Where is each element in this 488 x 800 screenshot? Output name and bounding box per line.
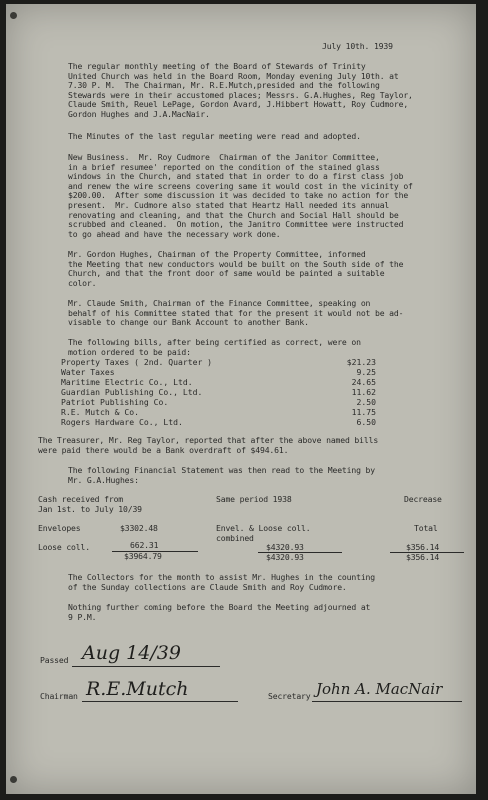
opening-paragraph: The regular monthly meeting of the Board of Stewards of Trinity United Church was held in the Board Room, Monday evening July 10th. at 7.30 P. M. The Chairman, Mr. R.E.Mutch,presided and the following Stewards were in their accustomed places; Messrs. G.A.Hughes, Reg Taylor, Claude Smith, Reuel LePage, Gordon Avard, J.Hibbert Howatt, Roy Cudmore, Gordon Hughes and J.A.MacNair. [68,61,413,119]
document-date: July 10th. 1939 [322,41,393,51]
fin-col3-total: $356.14 [406,542,440,552]
fin-envelopes-value: $3302.48 [120,523,158,533]
bills-intro: The following bills, after being certified as correct, were on motion ordered to be paid: [68,337,361,357]
fin-envelopes-label: Envelopes [38,523,81,533]
fin-col3-total: $356.14 [406,552,440,562]
statement-intro: The following Financial Statement was then read to the Meeting by Mr. G.A.Hughes: [68,465,375,485]
fin-col2-total: $4320.93 [266,552,304,562]
fin-col2-heading: Same period 1938 [216,494,292,504]
bill-amount: 6.50 [356,417,376,427]
fin-col3-heading: Decrease [404,494,442,504]
bill-amount: 11.62 [351,387,376,397]
adjourn-paragraph: Nothing further coming before the Board the Meeting adjourned at 9 P.M. [68,602,371,622]
passed-signature-line [72,666,220,667]
bill-name: Water Taxes [61,367,115,377]
bill-name: Rogers Hardware Co., Ltd. [61,417,183,427]
bill-name: Patriot Publishing Co. [61,397,169,407]
fin-loose-value: 662.31 [130,540,159,550]
bill-name: Property Taxes ( 2nd. Quarter ) [61,357,213,367]
secretary-signature-line [312,701,462,702]
finance-paragraph: Mr. Claude Smith, Chairman of the Finance Committee, speaking on behalf of his Committee stated that for the present it would not be ad- visable to change our Bank Account to another Bank. [68,298,404,328]
minutes-paragraph: The Minutes of the last regular meeting were read and adopted. [68,131,361,141]
treasurer-paragraph: The Treasurer, Mr. Reg Taylor, reported that after the above named bills were paid there would be a Bank overdraft of $494.61. [38,435,379,455]
bill-name: Guardian Publishing Co., Ltd. [61,387,203,397]
fin-col1-total: $3964.79 [124,551,162,561]
fin-envel-loose-label: Envel. & Loose coll. combined [216,523,311,543]
bill-amount: 2.50 [356,397,376,407]
chairman-signature-line [82,701,238,702]
minutes-page [6,4,476,794]
passed-date-handwritten: Aug 14/39 [82,642,181,664]
bill-name: Maritime Electric Co., Ltd. [61,377,193,387]
binder-rivet [10,12,17,19]
bill-amount: 11.75 [351,407,376,417]
bill-amount: $21.23 [346,357,376,367]
secretary-label: Secretary [268,691,311,701]
chairman-label: Chairman [40,691,78,701]
property-paragraph: Mr. Gordon Hughes, Chairman of the Property Committee, informed the Meeting that new conductors would be built on the South side of the Church, and that the front door of same would be painted a suitable color. [68,249,404,288]
fin-loose-label: Loose coll. [38,542,90,552]
collectors-paragraph: The Collectors for the month to assist Mr. Hughes in the counting of the Sunday collections are Claude Smith and Roy Cudmore. [68,572,375,592]
fin-col1-heading: Cash received from Jan 1st. to July 10/39 [38,494,142,514]
bill-name: R.E. Mutch & Co. [61,407,139,417]
binder-rivet [10,776,17,783]
passed-label: Passed [40,655,69,665]
chairman-signature: R.E.Mutch [86,678,189,700]
bill-amount: 9.25 [356,367,376,377]
bill-amount: 24.65 [351,377,376,387]
secretary-signature: John A. MacNair [316,680,443,698]
fin-total-label: Total [414,523,438,533]
new-business-paragraph: New Business. Mr. Roy Cudmore Chairman of the Janitor Committee, in a brief resumee' reported on the condition of the stained glass windows in the Church, and stated that in order to do a first class job and renew the wire screens covering same it would cost in the vicinity of $200.00. After some discussion it was decided to take no action for the present. Mr. Cudmore also stated that Heartz Hall needed its annual renovating and cleaning, and that the Church and Social Hall should be scrubbed and cleaned. On motion, the Janitro Committee were instructed to go ahead and have the necessary work done. [68,152,413,239]
fin-col2-total: $4320.93 [266,542,304,552]
